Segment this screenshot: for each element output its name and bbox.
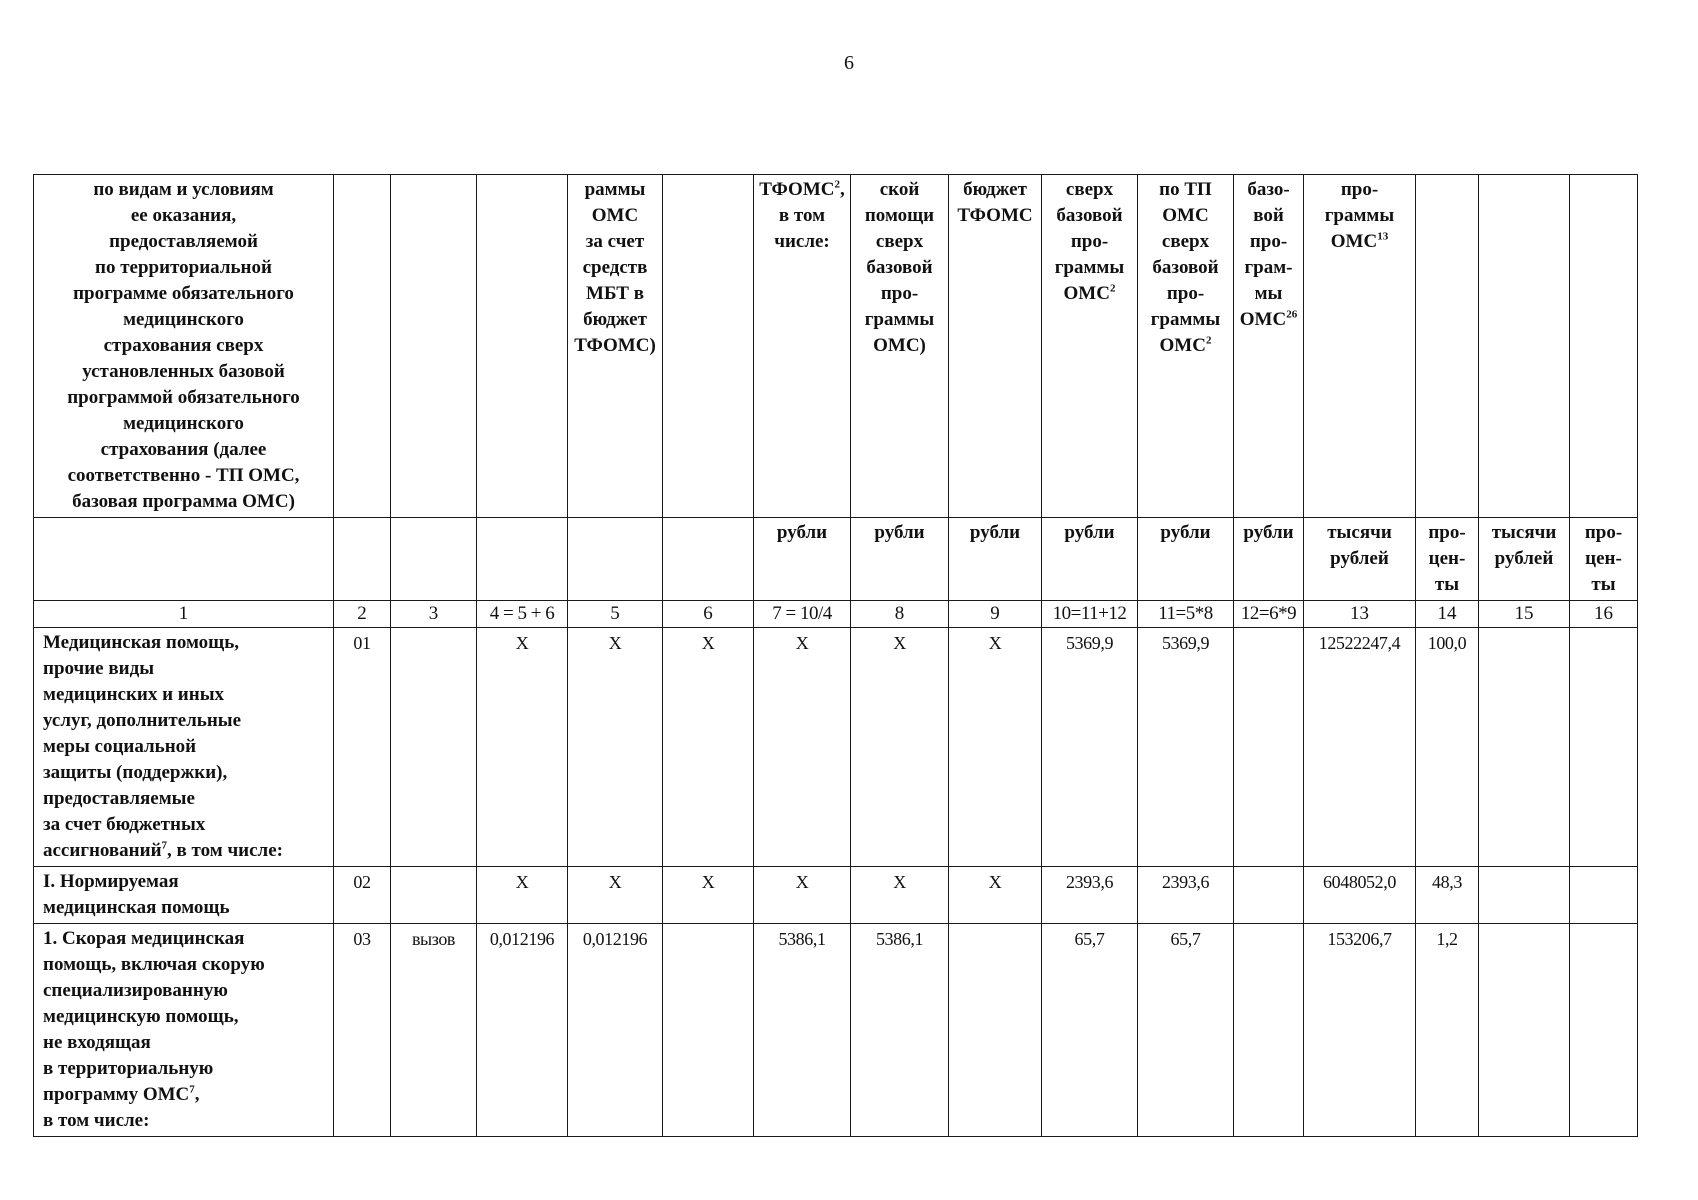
cell [1570,628,1638,867]
column-number: 14 [1416,601,1479,628]
cell [1479,628,1570,867]
row-title: 1. Скорая медицинская помощь, включая скорую специализированную медицинскую помощь, не входящая в территориальную программу ОМС$^7$, в том числе: [34,924,334,1137]
header-col-6 [663,175,754,518]
column-number: 12=6*9 [1234,601,1304,628]
cell: 5386,1 [851,924,949,1137]
cell: Х [754,628,851,867]
header-col-8: ской помощи сверх базовой про- граммы ОМС) [851,175,949,518]
cell [391,628,477,867]
column-number: 3 [391,601,477,628]
column-number: 15 [1479,601,1570,628]
cell: Х [663,867,754,924]
column-numbers-row [34,601,1638,628]
header-row [34,175,1638,518]
cell: 03 [334,924,391,1137]
column-number: 4 = 5 + 6 [477,601,568,628]
cell: 0,012196 [568,924,663,1137]
unit-col-10: рубли [1042,518,1138,601]
cell: 48,3 [1416,867,1479,924]
cell: 2393,6 [1042,867,1138,924]
column-number: 8 [851,601,949,628]
cell [1234,867,1304,924]
header-col-9: бюджет ТФОМС [949,175,1042,518]
cell: 12522247,4 [1304,628,1416,867]
header-col-16 [1570,175,1638,518]
cell: Х [663,628,754,867]
column-number: 5 [568,601,663,628]
row-title: Медицинская помощь, прочие виды медицинских и иных услуг, дополнительные меры социальной защиты (поддержки), предоставляемые за счет бюджетных ассигнований$^7$, в том числе: [34,628,334,867]
cell: 0,012196 [477,924,568,1137]
cell: Х [851,867,949,924]
unit-col-3 [391,518,477,601]
column-number: 7 = 10/4 [754,601,851,628]
column-number: 9 [949,601,1042,628]
unit-col-11: рубли [1138,518,1234,601]
cell: Х [477,628,568,867]
cell: 5369,9 [1042,628,1138,867]
cell: 5386,1 [754,924,851,1137]
header-col-10: сверх базовой про- граммы ОМС$^2$ [1042,175,1138,518]
unit-col-14: про- цен- ты [1416,518,1479,601]
cell: 100,0 [1416,628,1479,867]
unit-col-7: рубли [754,518,851,601]
unit-col-8: рубли [851,518,949,601]
column-number: 13 [1304,601,1416,628]
cell: Х [949,628,1042,867]
page-number: 6 [844,52,854,74]
unit-col-15: тысячи рублей [1479,518,1570,601]
cell: 6048052,0 [1304,867,1416,924]
unit-col-13: тысячи рублей [1304,518,1416,601]
column-number: 1 [34,601,334,628]
cell: Х [568,867,663,924]
unit-col-5 [568,518,663,601]
column-number: 11=5*8 [1138,601,1234,628]
cell [1234,924,1304,1137]
column-number: 10=11+12 [1042,601,1138,628]
cell: Х [568,628,663,867]
cell: Х [851,628,949,867]
row-title: I. Нормируемая медицинская помощь [34,867,334,924]
header-col-12: базо- вой про- грам- мы ОМС$^{26}$ [1234,175,1304,518]
cell [1570,924,1638,1137]
cell: 2393,6 [1138,867,1234,924]
cell: 65,7 [1138,924,1234,1137]
header-col-1: по видам и условиям ее оказания, предоставляемой по территориальной программе обязательного медицинского страхования сверх установленных базовой программой обязательного медицинского страхования (далее соответственно - ТП ОМС, базовая программа ОМС) [34,175,334,518]
cell [1570,867,1638,924]
cell: Х [949,867,1042,924]
cell [1479,924,1570,1137]
unit-col-16: про- цен- ты [1570,518,1638,601]
cell: Х [477,867,568,924]
column-number: 6 [663,601,754,628]
unit-col-6 [663,518,754,601]
column-number: 16 [1570,601,1638,628]
header-col-11: по ТП ОМС сверх базовой про- граммы ОМС$^2$ [1138,175,1234,518]
cell: 01 [334,628,391,867]
table-row [34,924,1638,1137]
cell: Х [754,867,851,924]
column-number: 2 [334,601,391,628]
unit-col-9: рубли [949,518,1042,601]
header-col-5: раммы ОМС за счет средств МБТ в бюджет ТФОМС) [568,175,663,518]
cell: 153206,7 [1304,924,1416,1137]
unit-col-4 [477,518,568,601]
cell [663,924,754,1137]
header-col-3 [391,175,477,518]
header-col-2 [334,175,391,518]
unit-col-1 [34,518,334,601]
table-row [34,628,1638,867]
cell: вызов [391,924,477,1137]
cell [1479,867,1570,924]
header-col-13: про- граммы ОМС$^{13}$ [1304,175,1416,518]
cell: 1,2 [1416,924,1479,1137]
table-row [34,867,1638,924]
header-col-7: ТФОМС$^2$, в том числе: [754,175,851,518]
cell: 02 [334,867,391,924]
cell [1234,628,1304,867]
cell: 65,7 [1042,924,1138,1137]
unit-col-12: рубли [1234,518,1304,601]
unit-col-2 [334,518,391,601]
header-col-4 [477,175,568,518]
cell [949,924,1042,1137]
cell [391,867,477,924]
financing-table [33,174,1638,1137]
cell: 5369,9 [1138,628,1234,867]
units-row [34,518,1638,601]
header-col-15 [1479,175,1570,518]
header-col-14 [1416,175,1479,518]
